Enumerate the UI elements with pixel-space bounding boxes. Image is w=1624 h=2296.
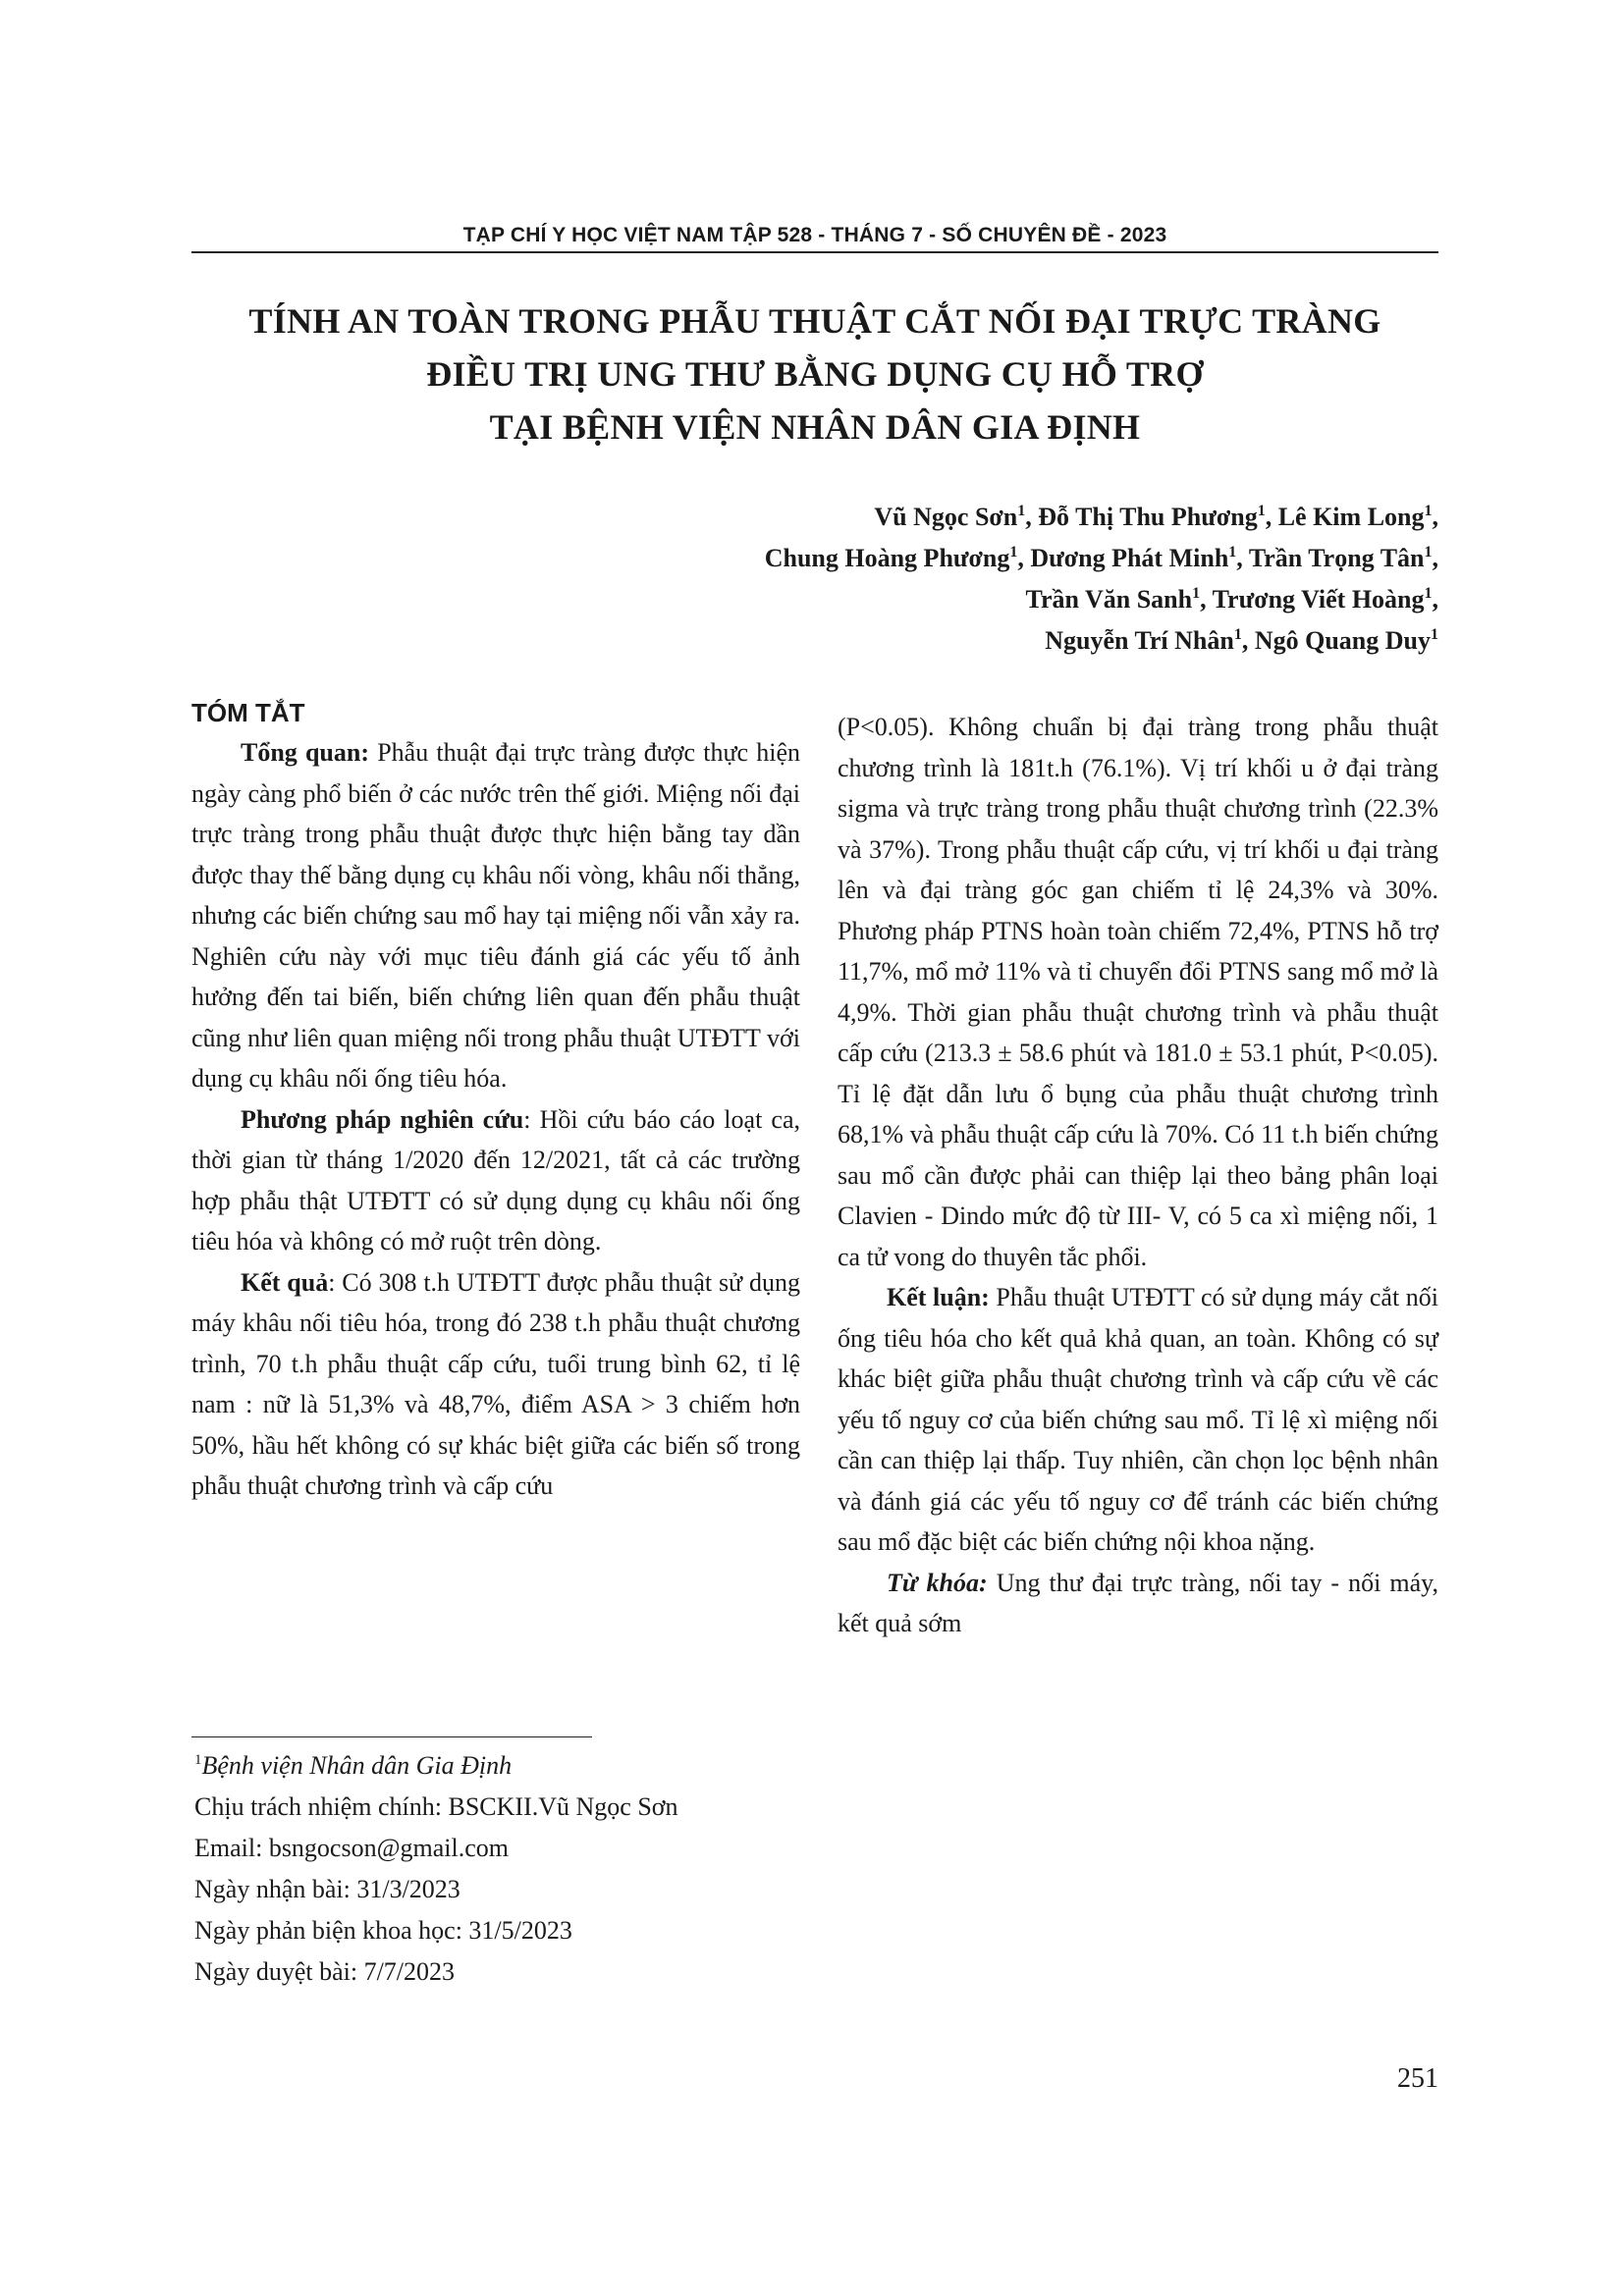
article-title	[191, 294, 1438, 454]
conclusion-label: Kết luận:	[887, 1283, 990, 1311]
results-paragraph	[191, 1262, 800, 1507]
author-name: Dương Phát Minh	[1030, 544, 1229, 572]
author-name: Trương Viết Hoàng	[1212, 585, 1425, 614]
author-list	[765, 497, 1438, 662]
results-label: Kết quả	[241, 1267, 329, 1297]
overview-label: Tổng quan:	[241, 738, 370, 767]
conclusion-text: Phẫu thuật UTĐTT có sử dụng máy cắt nối ống tiêu hóa cho kết quả khả quan, an toàn. Không có sự khác biệt giữa phẫu thuật chương trình và cấp cứu về các yếu tố nguy cơ của biến chứng sau mổ. Tỉ lệ xì miệng nối cần can thiệp lại thấp. Tuy nhiên, cần chọn lọc bệnh nhân và đánh giá các yếu tố nguy cơ để tránh các biến chứng sau mổ đặc biệt các biến chứng nội khoa nặng.	[838, 1283, 1438, 1556]
abstract-heading: TÓM TẮT	[191, 698, 305, 727]
author-name: Nguyễn Trí Nhân	[1045, 626, 1234, 655]
author-line-3: Trần Văn Sanh$^1$, Trương Viết Hoàng$^1$,	[1025, 585, 1438, 614]
affiliation-text: Bệnh viện Nhân dân Gia Định	[201, 1751, 513, 1780]
affiliation-mark: 1	[1228, 544, 1237, 561]
author-name: Trần Văn Sanh	[1025, 585, 1193, 614]
affiliation-mark: 1	[1257, 503, 1266, 519]
keywords-label: Từ khóa:	[887, 1568, 988, 1597]
abstract-left-column	[191, 693, 800, 1507]
author-name: Đỗ Thị Thu Phương	[1038, 503, 1258, 531]
keywords-text: Ung thư đại trực tràng, nối tay - nối máy, kết quả sớm	[838, 1568, 1438, 1637]
overview-text: Phẫu thuật đại trực tràng được thực hiện ngày càng phổ biến ở các nước trên thế giới. Miệng nối đại trực tràng trong phẫu thuật được thực hiện bằng tay dần được thay thế bằng dụng cụ khâu nối vòng, khâu nối thẳng, nhưng các biến chứng sau mổ hay tại miệng nối vẫn xảy ra. Nghiên cứu này với mục tiêu đánh giá các yếu tố ảnh hưởng đến tai biến, biến chứng liên quan đến phẫu thuật cũng như liên quan miệng nối trong phẫu thuật UTĐTT với dụng cụ khâu nối ống tiêu hóa.	[191, 738, 801, 1093]
author-name: Lê Kim Long	[1277, 503, 1425, 531]
affiliation-mark: 1	[1431, 626, 1438, 643]
footnote-approved: Ngày duyệt bài: 7/7/2023	[194, 1957, 456, 1986]
header-rule	[191, 251, 1438, 253]
footnote-received: Ngày nhận bài: 31/3/2023	[194, 1875, 460, 1903]
affiliation-mark: 1	[1424, 544, 1433, 561]
running-head: TẠP CHÍ Y HỌC VIỆT NAM TẬP 528 - THÁNG 7 - SỐ CHUYÊN ĐỀ - 2023	[462, 224, 1167, 246]
author-name: Trần Trọng Tân	[1248, 544, 1425, 572]
footnote-email: Email: bsngocson@gmail.com	[194, 1834, 510, 1862]
footnote-affiliation	[194, 1745, 823, 1787]
keywords-paragraph	[838, 1563, 1438, 1644]
author-line-1: Vũ Ngọc Sơn$^1$, Đỗ Thị Thu Phương$^1$, Lê Kim Long$^1$,	[874, 503, 1438, 531]
footnote-reviewed: Ngày phản biện khoa học: 31/5/2023	[194, 1916, 572, 1945]
author-name: Ngô Quang Duy	[1254, 626, 1431, 655]
overview-paragraph	[191, 732, 800, 1099]
abstract-right-column	[838, 707, 1438, 1644]
title-line-1: TÍNH AN TOÀN TRONG PHẪU THUẬT CẮT NỐI ĐẠI TRỰC TRÀNG	[248, 301, 1381, 341]
methods-text: : Hồi cứu báo cáo loạt ca, thời gian từ tháng 1/2020 đến 12/2021, tất cả các trường hợp phẫu thật UTĐTT có sử dụng dụng cụ khâu nối ống tiêu hóa và không có mở ruột trên dòng.	[191, 1104, 800, 1255]
author-line-4: Nguyễn Trí Nhân$^1$, Ngô Quang Duy$^1$	[1045, 626, 1438, 655]
title-line-2: ĐIỀU TRỊ UNG THƯ BẰNG DỤNG CỤ HỖ TRỢ	[426, 354, 1204, 394]
methods-paragraph	[191, 1099, 800, 1262]
affiliation-mark: 1	[1017, 503, 1026, 519]
affiliation-mark: 1	[1424, 585, 1433, 602]
footnote-rule	[191, 1736, 592, 1737]
author-name: Vũ Ngọc Sơn	[874, 503, 1018, 531]
results-continued: (P<0.05). Không chuẩn bị đại tràng trong phẫu thuật chương trình là 181t.h (76.1%). Vị trí khối u ở đại tràng sigma và trực tràng trong phẫu thuật chương trình (22.3% và 37%). Trong phẫu thuật cấp cứu, vị trí khối u đại tràng lên và đại tràng góc gan chiếm tỉ lệ 24,3% và 30%. Phương pháp PTNS hoàn toàn chiếm 72,4%, PTNS hỗ trợ 11,7%, mổ mở 11% và tỉ chuyển đổi PTNS sang mổ mở là 4,9%. Thời gian phẫu thuật chương trình và phẫu thuật cấp cứu (213.3 ± 58.6 phút và 181.0 ± 53.1 phút, P<0.05). Tỉ lệ đặt dẫn lưu ổ bụng của phẫu thuật chương trình 68,1% và phẫu thuật cấp cứu là 70%. Có 11 t.h biến chứng sau mổ cần được phải can thiệp lại theo bảng phân loại Clavien - Dindo mức độ từ III- V, có 5 ca xì miệng nối, 1 ca tử vong do thuyên tắc phổi.	[838, 713, 1438, 1271]
affiliation-mark: 1	[1424, 503, 1433, 519]
footnote-responsible: Chịu trách nhiệm chính: BSCKII.Vũ Ngọc Sơn	[194, 1792, 678, 1821]
affiliation-mark: 1	[1192, 585, 1201, 602]
affiliation-mark: 1	[1233, 626, 1242, 643]
title-line-3: TẠI BỆNH VIỆN NHÂN DÂN GIA ĐỊNH	[489, 407, 1141, 447]
footnotes	[194, 1745, 823, 1993]
author-line-2: Chung Hoàng Phương$^1$, Dương Phát Minh$^1$, Trần Trọng Tân$^1$,	[764, 544, 1438, 572]
affiliation-mark: 1	[194, 1752, 202, 1768]
methods-label: Phương pháp nghiên cứu	[241, 1104, 524, 1134]
author-name: Chung Hoàng Phương	[764, 544, 1010, 572]
conclusion-paragraph	[838, 1277, 1438, 1563]
affiliation-mark: 1	[1009, 544, 1018, 561]
page-number: 251	[1397, 2063, 1438, 2094]
results-text-left: : Có 308 t.h UTĐTT được phẫu thuật sử dụng máy khâu nối tiêu hóa, trong đó 238 t.h phẫu thuật chương trình, 70 t.h phẫu thuật cấp cứu, tuổi trung bình 62, tỉ lệ nam : nữ là 51,3% và 48,7%, điểm ASA > 3 chiếm hơn 50%, hầu hết không có sự khác biệt giữa các biến số trong phẫu thuật chương trình và cấp cứu	[191, 1267, 801, 1500]
